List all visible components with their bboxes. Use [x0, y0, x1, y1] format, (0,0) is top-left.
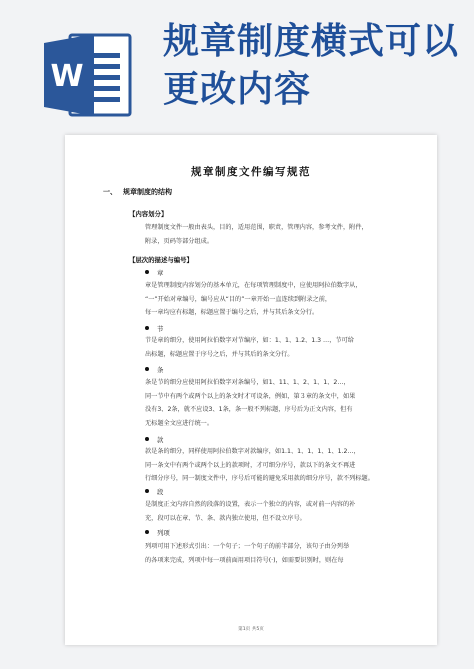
- text-line: 节是章的细分，使用阿拉伯数字对节编序，如：1、1、1.2、1.3 …，节可给: [145, 337, 354, 344]
- item-paragraph: [145, 540, 413, 567]
- item-paragraph: [145, 445, 413, 486]
- item-label: 章: [157, 269, 164, 277]
- bullet-icon: [145, 437, 149, 441]
- text-line: 款是条的细分，同样使用阿拉伯数字对款编序，如1.1、1、1、1、1、1.2…，: [145, 448, 360, 455]
- text-line: 的各项来完成，列项中每一项前面用项目符号(·)，如需要识别时，则在每: [145, 556, 344, 564]
- text-line: 行细分序号，同一制度文件中，序号后可能的避免采用款的细分序号，款不列标题。: [145, 475, 374, 482]
- text-line: 章是管理制度内容划分的基本单元，在每项管理制度中，应使用阿拉伯数字从，: [145, 282, 362, 289]
- item-paragraph: [145, 376, 413, 430]
- item-label: 条: [157, 366, 164, 374]
- text-line: 附录，页码等部分组成。: [145, 237, 214, 245]
- bullet-icon: [145, 270, 149, 274]
- item-label: 节: [157, 325, 164, 333]
- bullet-icon: [145, 367, 149, 371]
- section-paragraph: [145, 221, 413, 248]
- text-line: 充，段可以在章、节、条、款内独立使用，但不设立序号。: [145, 514, 306, 522]
- word-icon: [42, 31, 134, 119]
- bullet-icon: [145, 489, 149, 493]
- page-footer: 第1页 共5页: [238, 627, 264, 632]
- bullet-icon: [145, 326, 149, 330]
- text-line: 没有3、2条，就不应设3、1条，条一般不列标题，序号后为正文内容，但有: [145, 406, 353, 413]
- text-line: 无标题全文应进行统一。: [145, 419, 214, 427]
- item-paragraph: [145, 334, 413, 361]
- item-label: 列项: [157, 529, 170, 537]
- svg-text:W: W: [50, 59, 84, 94]
- heading-level-1: [103, 187, 172, 197]
- item-label: 段: [157, 488, 164, 496]
- banner-title-line-2: 更改内容: [163, 69, 312, 110]
- list-item: [145, 365, 163, 374]
- banner-title-line-1: 规章制度横式可以: [163, 21, 460, 62]
- text-line: 列项可用下述形式引出：一个句子；一个句子的前半部分，该句子由分列举: [145, 543, 350, 550]
- list-item: [145, 435, 163, 444]
- list-item: [145, 528, 170, 537]
- section-label-levels: 【层次的描述与编号】: [129, 256, 193, 264]
- text-line: 每一章均应有标题，标题应置于编号之后，并与其后条文分行。: [145, 309, 319, 316]
- list-item: [145, 324, 163, 333]
- text-line: 同一条文中有两个或两个以上的款项时，才可细分序号，款以下的条文不再进: [145, 461, 356, 469]
- heading-number: 一、: [103, 188, 117, 196]
- banner-title: [163, 18, 463, 114]
- bullet-icon: [145, 530, 149, 534]
- section-label-content: 【内容划分】: [129, 210, 168, 218]
- heading-text: 规章制度的结构: [123, 188, 172, 196]
- text-line: 条是节的细分应使用阿拉伯数字对条编号，如1、11、1、2、1、1、2…，: [145, 379, 350, 386]
- text-line: 出标题，标题应置于序号之后，并与其后的条文分行。: [145, 350, 294, 358]
- document-page: [65, 135, 437, 645]
- list-item: [145, 268, 163, 277]
- item-paragraph: [145, 279, 413, 320]
- text-line: 同一节中有两个或两个以上的条文时才可设条，例如，第３章的条文中，如果: [145, 392, 356, 400]
- text-line: 是制度正文内容自然的段落的设置，表示一个独立的内容，或对前一内容的补: [145, 501, 356, 508]
- item-label: 款: [157, 436, 164, 444]
- item-paragraph: [145, 498, 413, 525]
- text-line: 管理制度文件一般由表头，目的，适用范围，职责，管理内容，参考文件，附件，: [145, 224, 368, 231]
- list-item: [145, 487, 163, 496]
- text-line: “一”开始对章编号，编号应从“目的”一章开始一直连续到附录之前，: [145, 295, 332, 303]
- document-title: 规章制度文件编写规范: [191, 166, 311, 178]
